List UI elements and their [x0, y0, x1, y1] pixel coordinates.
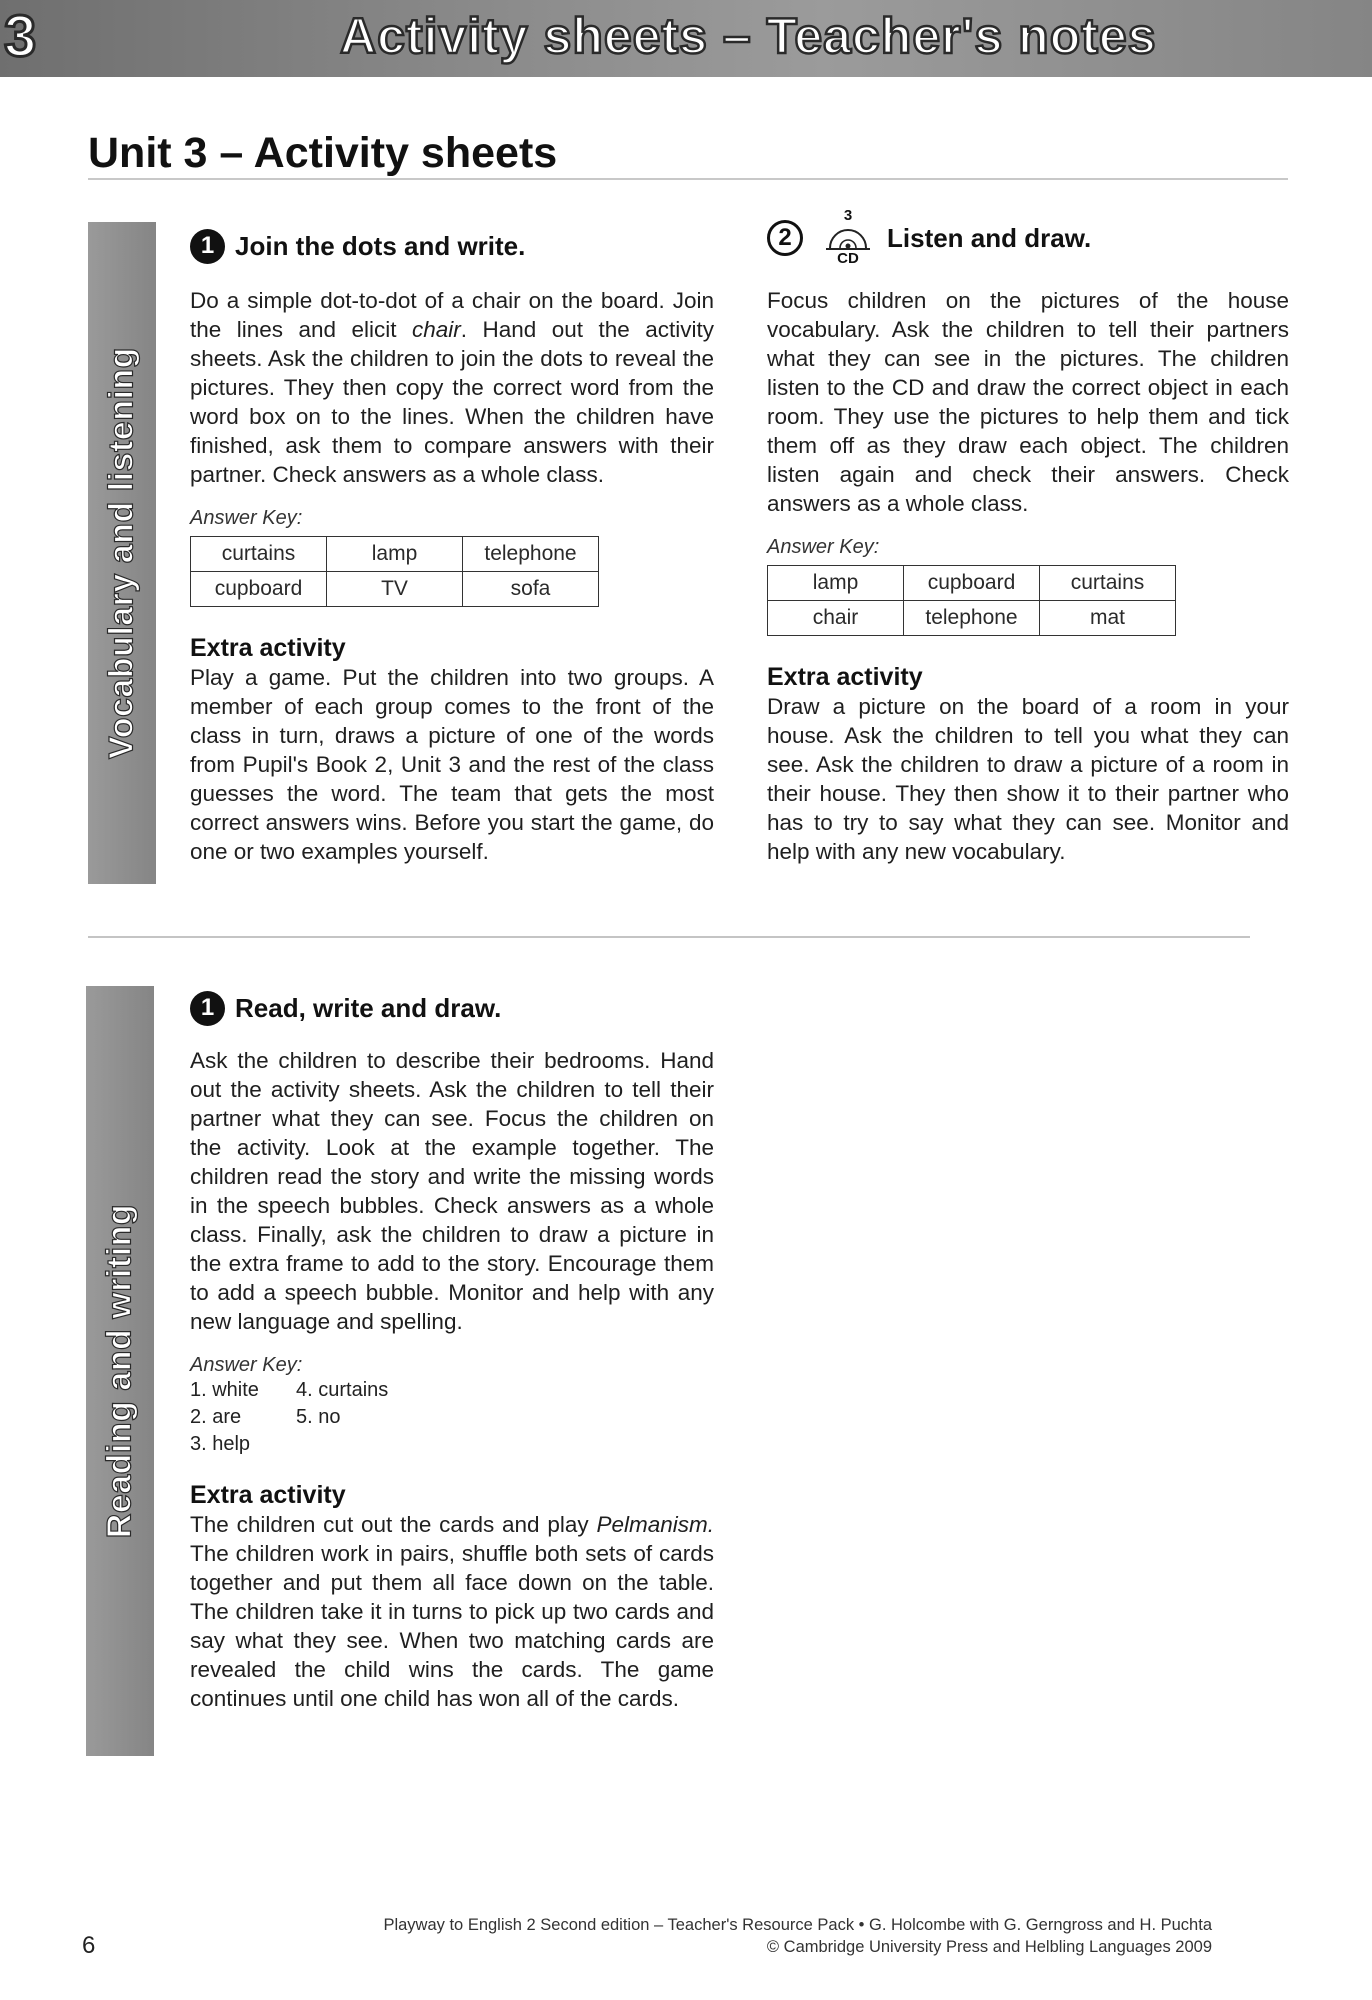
extra-activity-text: Play a game. Put the children into two groups. A member of each group comes to the front of the class in turn, draws a picture of one of the words from Pupil's Book 2, Unit 3 and the rest of the class guesses the word. The team that gets the most correct answers wins. Before you start the game, do one or two examples yourself. — [190, 665, 714, 864]
page-number: 6 — [82, 1932, 96, 1959]
exercise-title: Read, write and draw. — [235, 992, 502, 1023]
answer-key-list — [190, 1377, 714, 1458]
exercise-title: Join the dots and write. — [235, 230, 526, 261]
section-divider — [88, 936, 1250, 938]
table-cell: chair — [768, 601, 904, 636]
table-cell: curtains — [1040, 566, 1176, 601]
unit-number: 3 — [4, 4, 37, 69]
table-row — [768, 601, 1176, 636]
answer-key-table — [190, 536, 599, 607]
exercise-title: Listen and draw. — [887, 222, 1092, 253]
exercise-instructions: Ask the children to describe their bedrooms. Hand out the activity sheets. Ask the children to tell their partner what they can see. Focus the children on the activity. Look at the example together. The children read the story and write the missing words in the speech bubbles. Check answers as a whole class. Finally, ask the children to draw a picture in the extra frame to add to the story. Encourage them to add a speech bubble. Monitor and help with any new language and spelling. — [190, 1048, 714, 1334]
answer-item: 5. no — [296, 1406, 341, 1428]
credit-line: © Cambridge University Press and Helbling Languages 2009 — [766, 1938, 1212, 1956]
table-row — [768, 566, 1176, 601]
cd-icon — [819, 208, 877, 268]
table-cell: sofa — [463, 572, 599, 607]
table-cell: lamp — [327, 537, 463, 572]
table-cell: telephone — [463, 537, 599, 572]
table-row — [191, 537, 599, 572]
exercise-number: 1 — [190, 229, 225, 264]
unit-title-divider — [88, 178, 1288, 180]
exercise-listen-draw — [767, 208, 1289, 866]
header-bar — [0, 0, 1372, 77]
table-cell: TV — [327, 572, 463, 607]
answer-item: 2. are — [190, 1406, 242, 1428]
table-cell: curtains — [191, 537, 327, 572]
table-cell: telephone — [904, 601, 1040, 636]
exercise-read-write-draw — [190, 988, 714, 1713]
exercise-instructions: Focus children on the pictures of the house vocabulary. Ask the children to tell their partners what they can see in the pictures. The children listen to the CD and draw the correct object in each room. They use the pictures to help them and tick them off as they draw each object. The children listen again and check their answers. Check answers as a whole class. — [767, 288, 1289, 516]
side-tab-label: Reading and writing — [100, 1203, 139, 1539]
table-cell: cupboard — [191, 572, 327, 607]
exercise-instructions: Do a simple dot-to-dot of a chair on the board. Join the lines and elicit chair. Hand out the activity sheets. Ask the children to join the dots to reveal the pictures. They then copy the correct word from the word box on to the lines. When the children have finished, ask them to compare answers with their partner. Check answers as a whole class. — [190, 288, 714, 487]
exercise-heading — [190, 226, 714, 266]
exercise-heading — [190, 988, 714, 1028]
unit-title: Unit 3 – Activity sheets — [88, 129, 558, 177]
answer-item: 1. white — [190, 1379, 259, 1401]
table-cell: mat — [1040, 601, 1176, 636]
extra-activity-title: Extra activity — [190, 634, 346, 662]
exercise-number: 2 — [767, 220, 803, 256]
cd-track-number: 3 — [843, 207, 853, 224]
footer-credit — [383, 1914, 1212, 1958]
extra-activity-title: Extra activity — [190, 1481, 346, 1509]
answer-key-table — [767, 565, 1176, 636]
header-title: Activity sheets – Teacher's notes — [340, 8, 1157, 64]
table-row — [191, 572, 599, 607]
exercise-number: 1 — [190, 991, 225, 1026]
answer-key-label: Answer Key: — [767, 536, 880, 558]
exercise-heading — [767, 208, 1289, 268]
answer-item: 3. help — [190, 1433, 251, 1455]
table-cell: lamp — [768, 566, 904, 601]
credit-line: Playway to English 2 Second edition – Teacher's Resource Pack • G. Holcombe with G. Gerngross and H. Puchta — [383, 1916, 1212, 1934]
extra-activity-title: Extra activity — [767, 663, 923, 691]
exercise-join-dots — [190, 226, 714, 866]
extra-activity-text: The children cut out the cards and play Pelmanism. The children work in pairs, shuffle both sets of cards together and put them all face down on the table. The children take it in turns to pick up two cards and say what they see. When two matching cards are revealed the child wins the cards. The game continues until one child has won all of the cards. — [190, 1512, 714, 1711]
table-cell: cupboard — [904, 566, 1040, 601]
side-tab-label: Vocabulary and listening — [102, 347, 141, 759]
answer-key-label: Answer Key: — [190, 1354, 303, 1376]
cd-label: CD — [837, 250, 859, 267]
side-tab-vocabulary-listening — [88, 222, 156, 884]
answer-item: 4. curtains — [296, 1379, 389, 1401]
cd-disc-icon — [826, 222, 870, 250]
extra-activity-text: Draw a picture on the board of a room in your house. Ask the children to tell you what they can see. Ask the children to draw a picture of a room in their house. They then show it to their partner who has to try to say what they can see. Monitor and help with any new vocabulary. — [767, 694, 1289, 864]
side-tab-reading-writing — [86, 986, 154, 1756]
answer-key-label: Answer Key: — [190, 507, 303, 529]
